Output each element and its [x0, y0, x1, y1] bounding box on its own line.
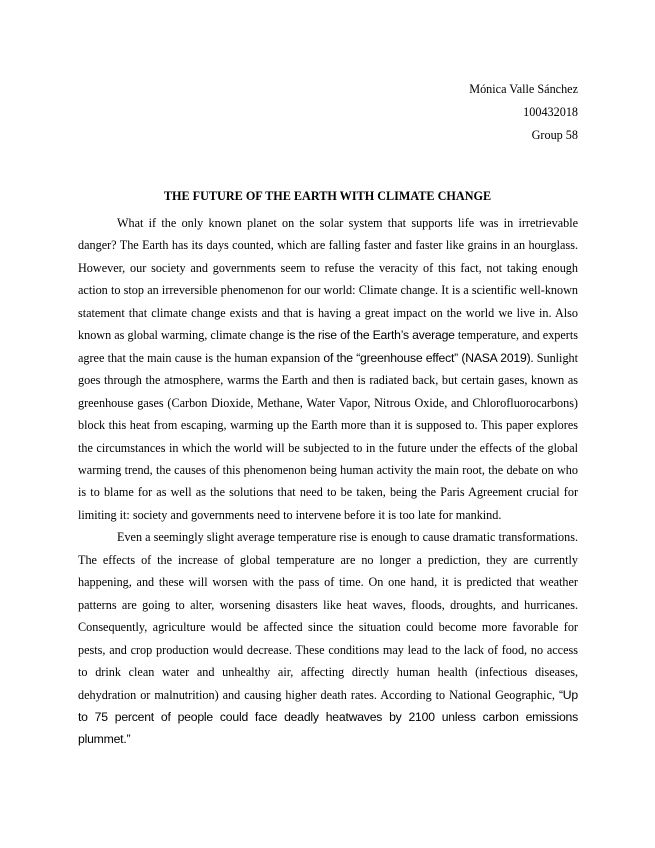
author-header [469, 78, 578, 147]
paragraph-2-quote: “Up to 75 percent of people could face deadly heatwaves by 2100 unless carbon emissions plummet.” [78, 687, 578, 747]
paragraph-2-text-a: Even a seemingly slight average temperature rise is enough to cause dramatic transformations. The effects of the increase of global temperature are no longer a prediction, they are currently happening, and these will worsen with the pass of time. On one hand, it is predicted that weather patterns are going to alter, worsening disasters like heat waves, floods, droughts, and hurricanes. Consequently, agriculture would be affected since the situation could become more favorable for pests, and crop production would decrease. These conditions may lead to the lack of food, no access to drink clean water and unhealthy air, affecting directly human health (infectious diseases, dehydration or malnutrition) and causing higher death rates. According to National Geographic, [78, 530, 578, 702]
document-body [78, 212, 578, 751]
paragraph-2 [78, 526, 578, 751]
document-title: THE FUTURE OF THE EARTH WITH CLIMATE CHANGE [163, 189, 492, 203]
paragraph-1-quote-b: of the “greenhouse effect” (NASA 2019) [323, 350, 531, 365]
paragraph-1-quote-a: is the rise of the Earth’s average [286, 328, 455, 343]
student-id: 100432018 [523, 105, 578, 119]
paragraph-1 [78, 212, 578, 526]
author-name: Mónica Valle Sánchez [469, 82, 578, 96]
paragraph-1-text-c: . Sunlight goes through the atmosphere, warms the Earth and then is radiated back, but certain gases, known as greenhouse gases (Carbon Dioxide, Methane, Water Vapor, Nitrous Oxide, and Chlorofluorocarbons) block this heat from escaping, warming up the Earth more than it is supposed to. This paper explores the circumstances in which the world will be subjected to in the future under the effects of the global warming trend, the causes of this phenomenon being human activity the main root, the debate on who is to blame for as well as the solutions that need to be taken, being the Paris Agreement crucial for limiting it: society and governments need to intervene before it is too late for mankind. [78, 350, 579, 522]
group-number: Group 58 [531, 128, 578, 142]
paragraph-1-text-a: What if the only known planet on the solar system that supports life was in irretrievable danger? The Earth has its days counted, which are falling faster and faster like grains in an hourglass. However, our society and governments seem to refuse the veracity of this fact, not taking enough action to stop an irreversible phenomenon for our world: Climate change. It is a scientific well-known statement that climate change exists and that is having a great impact on the world we live in. Also known as global warming, climate change [78, 216, 578, 343]
paragraph-1-text-b: temperature, and experts agree that the main cause is the human expansion [78, 328, 578, 365]
